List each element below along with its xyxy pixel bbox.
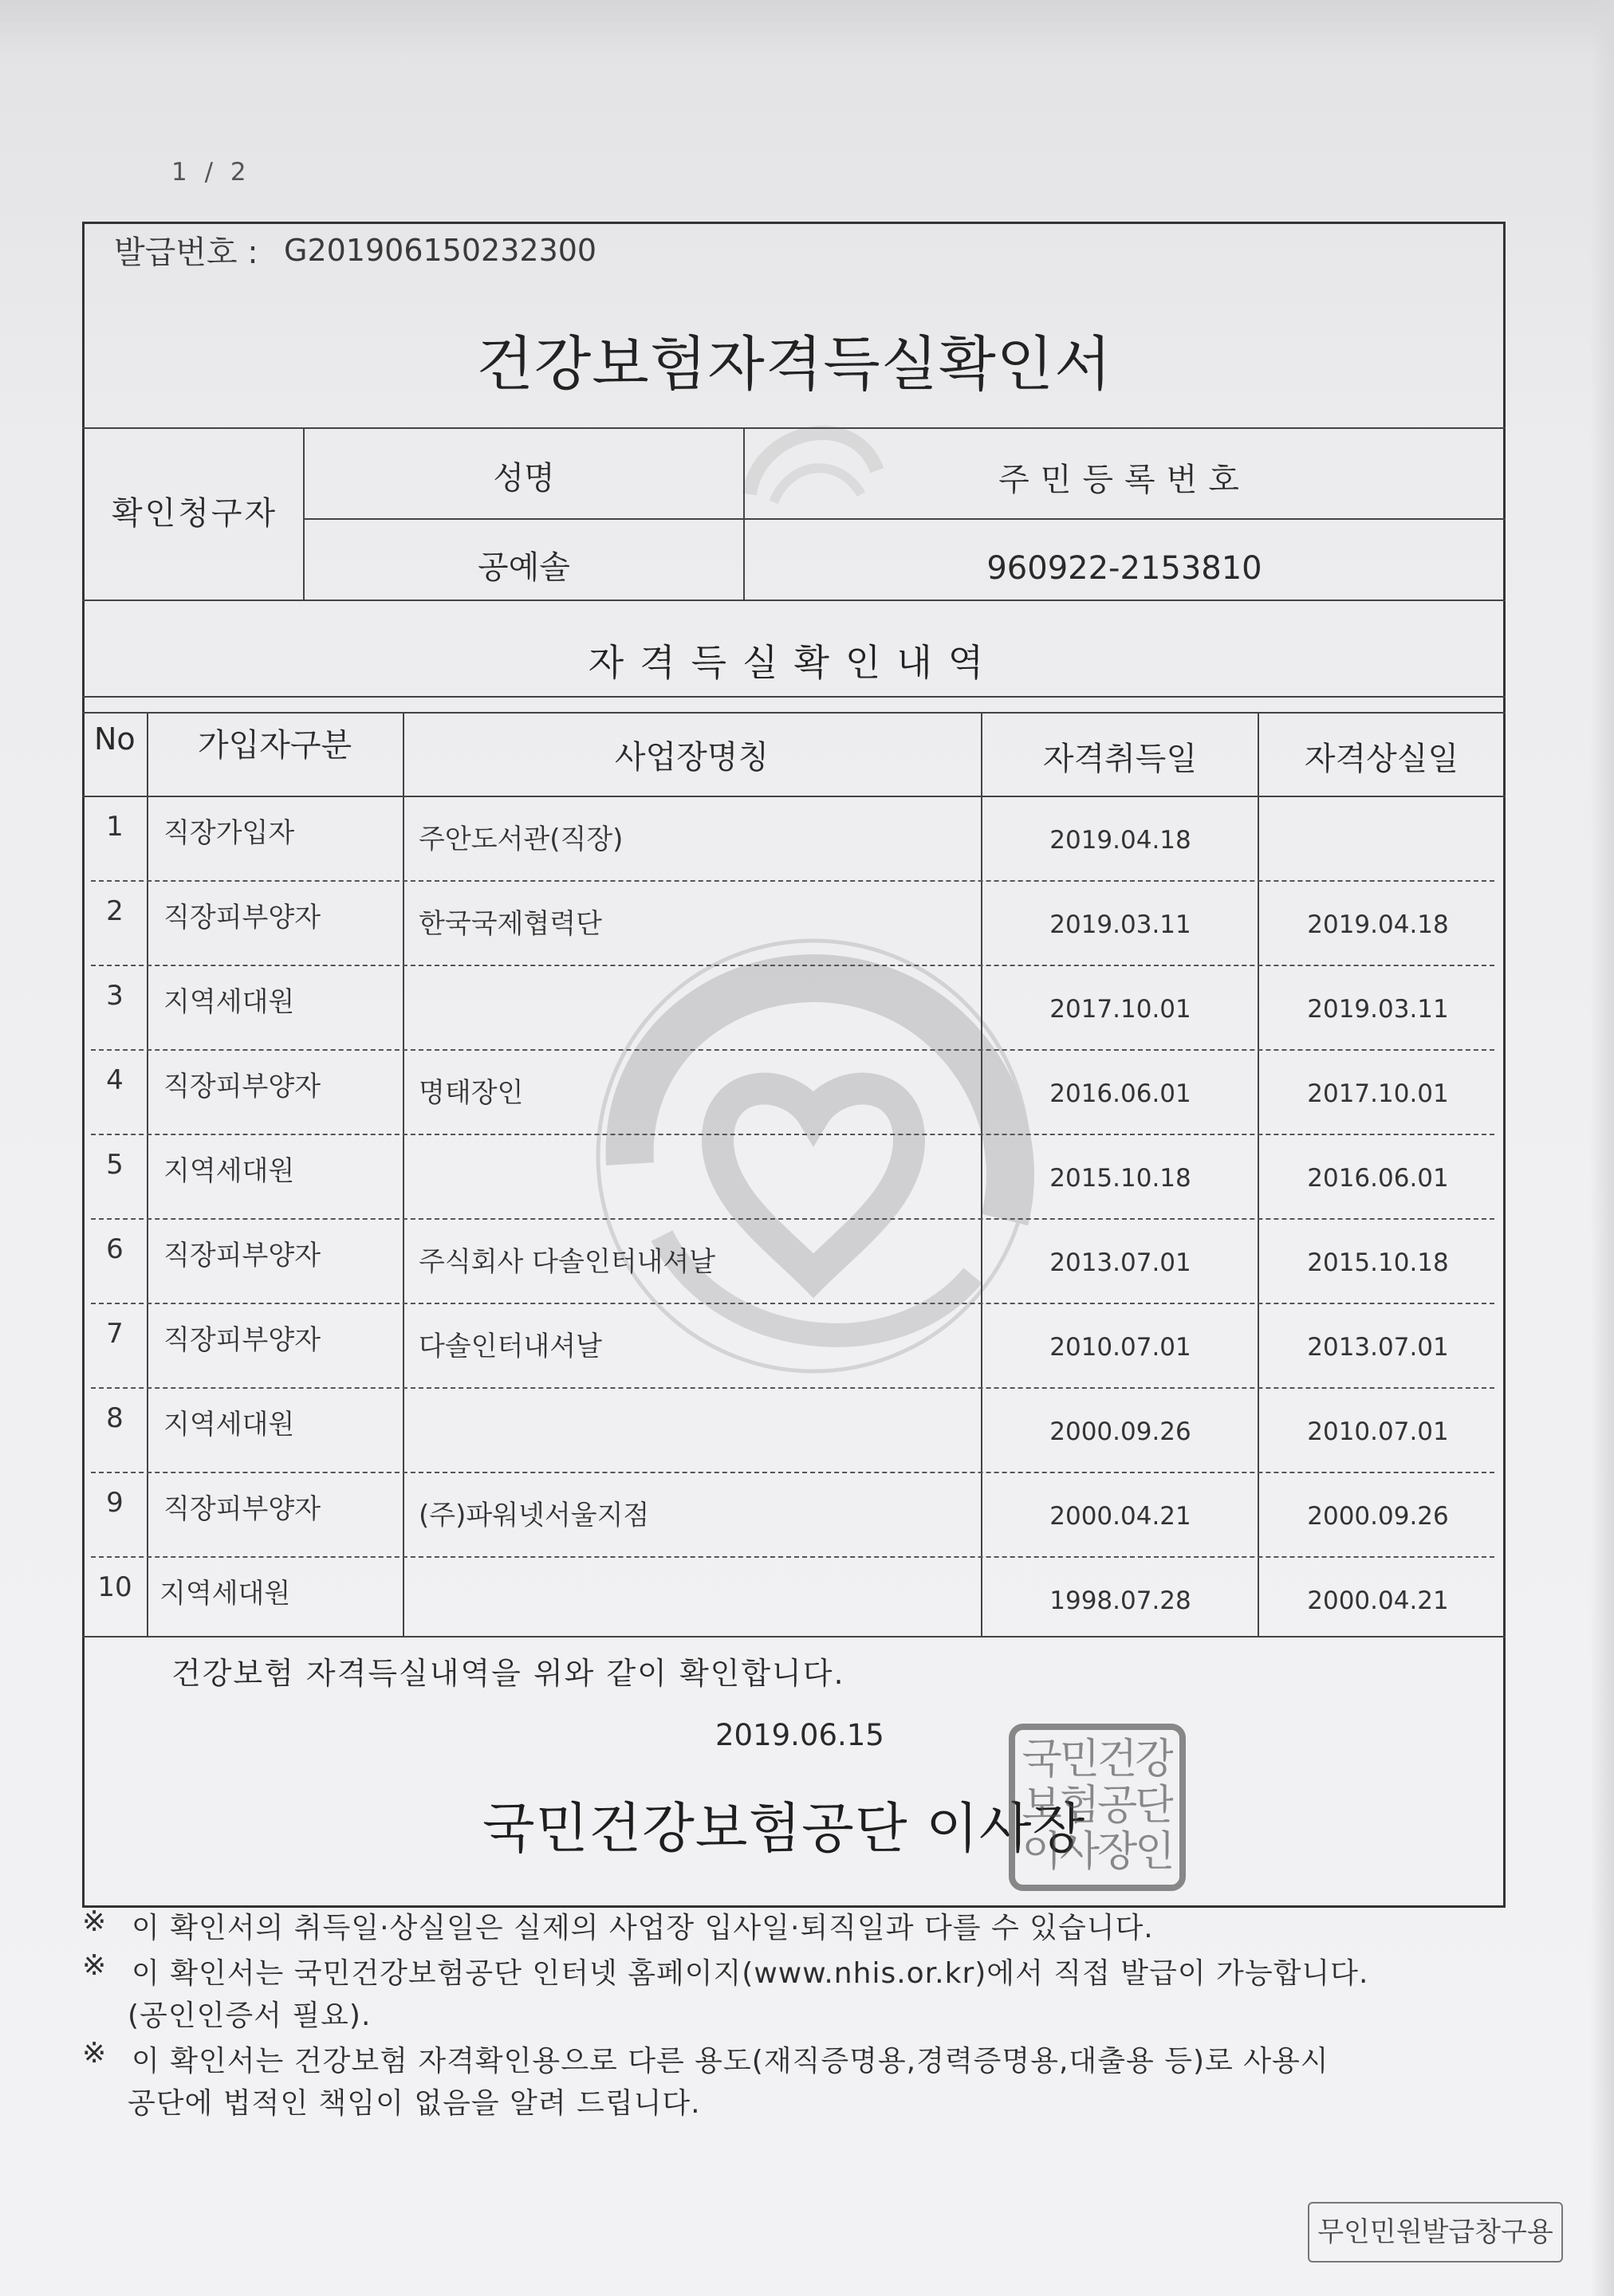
rule-section-bottom xyxy=(82,696,1506,698)
row-acquired: 2013.07.01 xyxy=(1049,1248,1191,1277)
row-separator xyxy=(91,1218,1494,1220)
row-no: 4 xyxy=(106,1064,124,1096)
row-acquired: 2017.10.01 xyxy=(1049,995,1191,1024)
note-line-2: 이 확인서는 국민건강보험공단 인터넷 홈페이지(www.nhis.or.kr)에서 직접 발급이 가능합니다. xyxy=(132,1957,1369,1990)
document-title: 건강보험자격득실확인서 xyxy=(476,330,1112,399)
row-workplace: 주식회사 다솔인터내셔날 xyxy=(419,1246,716,1278)
issue-number: G201906150232300 xyxy=(284,233,597,268)
rrn-header: 주민등록번호 xyxy=(998,462,1250,498)
col-header-workplace: 사업장명칭 xyxy=(614,739,770,776)
rule-col-type xyxy=(403,712,404,1636)
row-type: 지역세대원 xyxy=(163,1155,295,1187)
requester-name: 공예솔 xyxy=(478,549,570,586)
row-workplace: (주)파워넷서울지점 xyxy=(419,1500,650,1531)
row-workplace: 다솔인터내셔날 xyxy=(419,1331,602,1362)
note-mark: ※ xyxy=(82,1905,107,1938)
rule-title-bottom xyxy=(82,427,1506,429)
row-lost: 2019.04.18 xyxy=(1307,910,1449,939)
confirmation-text: 건강보험 자격득실내역을 위와 같이 확인합니다. xyxy=(171,1656,845,1691)
name-header: 성명 xyxy=(493,460,555,497)
row-separator xyxy=(91,880,1494,882)
col-header-acquired: 자격취득일 xyxy=(1042,741,1198,777)
paper-right-shadow xyxy=(1590,0,1614,2296)
row-workplace: 한국국제협력단 xyxy=(419,908,602,940)
row-no: 5 xyxy=(106,1149,124,1181)
rule-requester-bottom xyxy=(82,600,1506,601)
row-no: 2 xyxy=(106,895,124,927)
row-type: 지역세대원 xyxy=(163,1409,295,1441)
note-mark: ※ xyxy=(82,2037,107,2070)
row-no: 3 xyxy=(106,980,124,1012)
row-separator xyxy=(91,1049,1494,1051)
rule-table-top xyxy=(82,712,1506,714)
row-acquired: 2000.04.21 xyxy=(1049,1502,1191,1531)
issuer-name: 국민건강보험공단 이사장 xyxy=(482,1798,1086,1861)
row-lost: 2013.07.01 xyxy=(1307,1333,1449,1362)
row-type: 지역세대원 xyxy=(159,1578,291,1610)
row-no: 10 xyxy=(97,1571,132,1603)
official-seal xyxy=(1009,1724,1186,1891)
note-line-3b: 공단에 법적인 책임이 없음을 알려 드립니다. xyxy=(128,2087,701,2120)
row-lost: 2015.10.18 xyxy=(1307,1248,1449,1277)
row-acquired: 2000.09.26 xyxy=(1049,1417,1191,1446)
rule-requester-v2 xyxy=(743,427,745,600)
rule-requester-mid xyxy=(305,518,1506,520)
seal-text: 국민건강보험공단이사장인 xyxy=(1022,1736,1173,1876)
section-title: 자격득실확인내역 xyxy=(588,641,1000,684)
row-type: 직장피부양자 xyxy=(163,1071,321,1103)
rule-table-bottom xyxy=(82,1636,1506,1637)
col-header-type: 가입자구분 xyxy=(198,727,352,764)
row-no: 8 xyxy=(106,1402,124,1434)
row-no: 1 xyxy=(106,811,124,843)
row-acquired: 2010.07.01 xyxy=(1049,1333,1191,1362)
kiosk-label: 무인민원발급창구용 xyxy=(1308,2202,1563,2263)
row-separator xyxy=(91,965,1494,966)
requester-label: 확인청구자 xyxy=(112,495,278,532)
row-lost: 2017.10.01 xyxy=(1307,1079,1449,1108)
row-type: 직장피부양자 xyxy=(163,1493,321,1525)
issue-number-label: 발급번호 : xyxy=(114,234,258,271)
row-type: 직장피부양자 xyxy=(163,1324,321,1356)
issue-date: 2019.06.15 xyxy=(715,1718,884,1752)
row-acquired: 1998.07.28 xyxy=(1049,1586,1191,1615)
note-line-1: 이 확인서의 취득일·상실일은 실제의 사업장 입사일·퇴직일과 다를 수 있습니다. xyxy=(132,1912,1154,1944)
row-lost: 2000.09.26 xyxy=(1307,1502,1449,1531)
note-line-3: 이 확인서는 건강보험 자격확인용으로 다른 용도(재직증명용,경력증명용,대출용 등)로 사용시 xyxy=(132,2045,1329,2078)
paper-top-shadow xyxy=(0,0,1614,56)
row-type: 직장피부양자 xyxy=(163,1240,321,1272)
row-separator xyxy=(91,1303,1494,1304)
row-lost: 2000.04.21 xyxy=(1307,1586,1449,1615)
note-line-2b: (공인인증서 필요). xyxy=(128,1999,372,2032)
row-separator xyxy=(91,1387,1494,1389)
row-type: 지역세대원 xyxy=(163,986,295,1018)
col-header-no: No xyxy=(94,721,136,757)
row-type: 직장가입자 xyxy=(163,817,295,849)
page-number: 1 / 2 xyxy=(171,158,251,187)
row-workplace: 명태장인 xyxy=(419,1077,524,1109)
col-header-lost: 자격상실일 xyxy=(1304,741,1459,777)
row-separator xyxy=(91,1556,1494,1558)
requester-rrn: 960922-2153810 xyxy=(986,550,1262,587)
row-acquired: 2015.10.18 xyxy=(1049,1164,1191,1193)
row-separator xyxy=(91,1472,1494,1473)
row-lost: 2019.03.11 xyxy=(1307,995,1449,1024)
note-mark: ※ xyxy=(82,1949,107,1982)
row-acquired: 2019.03.11 xyxy=(1049,910,1191,939)
row-type: 직장피부양자 xyxy=(163,902,321,934)
row-lost: 2016.06.01 xyxy=(1307,1164,1449,1193)
row-workplace: 주안도서관(직장) xyxy=(419,824,624,855)
row-acquired: 2019.04.18 xyxy=(1049,826,1191,855)
row-lost: 2010.07.01 xyxy=(1307,1417,1449,1446)
row-no: 6 xyxy=(106,1233,124,1265)
rule-header-bottom xyxy=(82,796,1506,797)
row-no: 7 xyxy=(106,1318,124,1350)
row-acquired: 2016.06.01 xyxy=(1049,1079,1191,1108)
row-no: 9 xyxy=(106,1487,124,1519)
rule-col-workplace xyxy=(981,712,982,1636)
row-separator xyxy=(91,1134,1494,1135)
